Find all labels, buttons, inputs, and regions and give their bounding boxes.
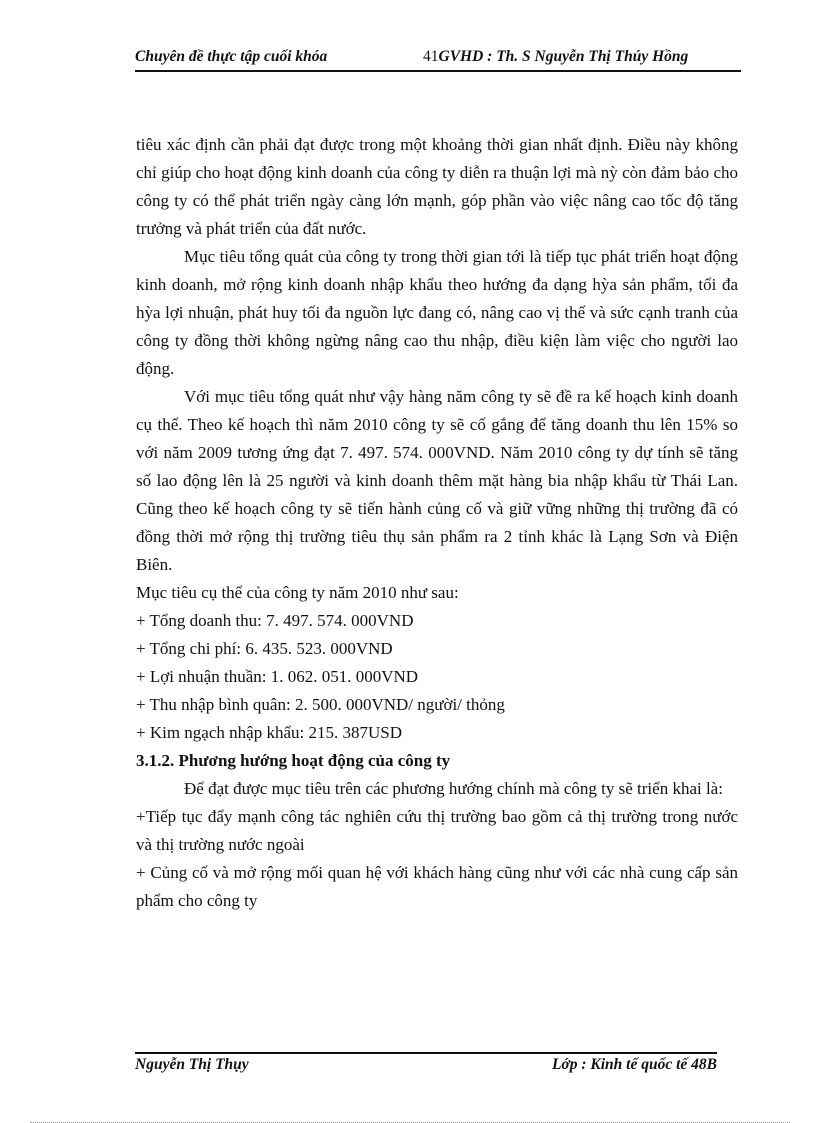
direction-item: + Củng cố và mở rộng mối quan hệ với khách hàng cũng như với các nhà cung cấp sản phẩm cho công ty [136, 863, 738, 910]
footer-rule [135, 1052, 717, 1054]
paragraph-general-goal: Mục tiêu tổng quát của công ty trong thời gian tới là tiếp tục phát triển hoạt động kinh doanh, mở rộng kinh doanh nhập khẩu theo hướng đa dạng hỳa sản phẩm, tối đa hỳa lợi nhuận, phát huy tối đa nguồn lực đang có, nâng cao vị thế và sức cạnh tranh của công ty đồng thời không ngừng nâng cao thu nhập, điều kiện làm việc cho người lao động. [136, 247, 738, 378]
header-supervisor [423, 48, 688, 66]
targets-intro: Mục tiêu cụ thể của công ty năm 2010 như sau: [136, 583, 459, 602]
page-header [135, 46, 741, 70]
document-body [136, 131, 738, 915]
page-number: 41 [423, 48, 439, 65]
header-supervisor-text: GVHD : Th. S Nguyễn Thị Thúy Hồng [438, 48, 689, 65]
header-rule [135, 70, 741, 72]
footer-class: Lớp : Kinh tế quốc tế 48B [551, 1056, 717, 1073]
direction-item: +Tiếp tục đẩy mạnh công tác nghiên cứu thị trường bao gồm cả thị trường trong nước và thị trường nước ngoài [136, 807, 738, 854]
header-title: Chuyên đề thực tập cuối khóa [135, 48, 328, 65]
target-item: + Thu nhập bình quân: 2. 500. 000VND/ người/ thỏng [136, 695, 505, 714]
paragraph-business-plan: Với mục tiêu tổng quát như vậy hàng năm công ty sẽ đề ra kế hoạch kinh doanh cụ thể. Theo kế hoạch thì năm 2010 công ty sẽ cố gắng để tăng doanh thu lên 15% so với năm 2009 tương ứng đạt 7. 497. 574. 000VND. Năm 2010 công ty dự tính sẽ tăng số lao động lên là 25 người và kinh doanh thêm mặt hàng bia nhập khẩu từ Thái Lan. Cũng theo kế hoạch công ty sẽ tiến hành củng cố và giữ vững những thị trường đã có đồng thời mở rộng thị trường tiêu thụ sản phẩm ra 2 tỉnh khác là Lạng Sơn và Điện Biên. [136, 387, 738, 574]
page-footer [135, 1056, 717, 1080]
paragraph-continuation: tiêu xác định cần phải đạt được trong một khoảng thời gian nhất định. Điều này không chỉ giúp cho hoạt động kinh doanh của công ty diễn ra thuận lợi mà nỳ còn đảm bảo cho công ty có thể phát triển ngày càng lớn mạnh, góp phần vào việc nâng cao tốc độ tăng trưởng và phát triển của đất nước. [136, 135, 738, 238]
target-item: + Kim ngạch nhập khẩu: 215. 387USD [136, 723, 402, 742]
target-item: + Tổng doanh thu: 7. 497. 574. 000VND [136, 611, 414, 630]
section-heading: 3.1.2. Phương hướng hoạt động của công ty [136, 751, 451, 770]
footer-author: Nguyễn Thị Thụy [135, 1056, 249, 1073]
target-item: + Lợi nhuận thuần: 1. 062. 051. 000VND [136, 667, 419, 686]
target-item: + Tổng chi phí: 6. 435. 523. 000VND [136, 639, 393, 658]
section-intro: Để đạt được mục tiêu trên các phương hướng chính mà công ty sẽ triển khai là: [184, 779, 723, 798]
